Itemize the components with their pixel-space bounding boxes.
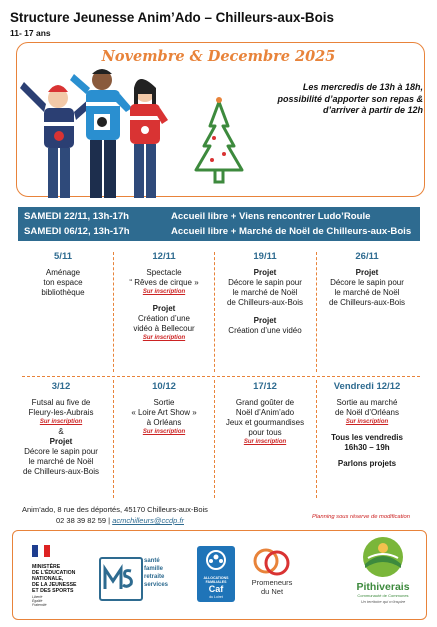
registration-link[interactable]: Sur inscription: [39, 419, 83, 425]
project-label: Projet: [152, 304, 176, 313]
cell-text: bibliothèque: [41, 288, 85, 297]
project-label: Projet: [49, 437, 73, 446]
logo-text: du Net: [260, 587, 284, 596]
cell-text: “ Rêves de cirque »: [129, 278, 199, 287]
info-line: Les mercredis de 13h à 18h,: [302, 82, 423, 92]
logo-text: NATIONALE,: [32, 576, 64, 582]
logo-text: Pithiverais: [356, 581, 410, 593]
logo-text: du Loiret: [209, 595, 223, 599]
calendar-cell-10-12: [114, 382, 214, 437]
registration-link[interactable]: Sur inscription: [345, 419, 389, 425]
cell-text: pour tous: [248, 428, 282, 437]
logo-text: Égalité: [32, 599, 43, 603]
calendar-cell-12-11: [114, 252, 214, 343]
saturday-date: SAMEDI 06/12, 13h-17h: [24, 226, 130, 237]
msa-icon: [101, 559, 137, 595]
phone-number[interactable]: 02 38 39 82 59: [56, 516, 107, 525]
logo-text: ALLOCATIONS: [203, 576, 229, 580]
cell-date: 19/11: [253, 251, 277, 262]
cell-text: de Chilleurs-aux-Bois: [226, 298, 304, 307]
logo-text: Caf: [208, 584, 224, 594]
caf-family-icon: [203, 549, 229, 571]
cell-date: 12/11: [152, 251, 176, 262]
cell-text: Création d’une vidéo: [228, 326, 302, 335]
cell-text: &: [58, 427, 64, 436]
cell-text: vidéo à Bellecour: [133, 324, 195, 333]
saturday-desc: Accueil libre + Viens rencontrer Ludo’Roule: [171, 211, 371, 222]
saturday-desc: Accueil libre + Marché de Noël de Chilleurs-aux-Bois: [171, 226, 412, 237]
calendar-cell-26-11: [317, 252, 417, 308]
msa-logo: [99, 557, 143, 601]
friday-topic: Parlons projets: [337, 459, 397, 468]
cell-text: Sortie: [153, 398, 175, 407]
cell-text: Spectacle: [146, 268, 182, 277]
calendar-cell-friday-12-12: [317, 382, 417, 469]
cell-text: Noël d’Anim’ado: [235, 408, 295, 417]
logo-text: Fraternité: [32, 603, 47, 607]
cell-text: de Chilleurs-aux-Bois: [328, 298, 406, 307]
logo-text: DE LA JEUNESSE: [32, 582, 77, 588]
logo-text: MINISTÈRE: [32, 564, 61, 570]
wednesday-info: [233, 82, 423, 117]
cell-date: 5/11: [54, 251, 72, 262]
calendar-cell-19-11: [215, 252, 315, 336]
friday-note: Tous les vendredis: [331, 433, 403, 442]
page-title: Structure Jeunesse Anim’Ado – Chilleurs-aux-Bois: [10, 10, 334, 25]
separator: |: [108, 516, 111, 525]
info-line: possibilité d’apporter son repas &: [277, 93, 423, 104]
cell-date: Vendredi 12/12: [333, 381, 401, 392]
cell-date: 3/12: [51, 381, 71, 392]
cell-date: 17/12: [253, 381, 277, 392]
logo-text: Communauté de Communes: [357, 593, 409, 598]
project-label: Projet: [253, 316, 277, 325]
logo-text: santé: [144, 558, 160, 564]
address: Anim’ado, 8 rue des déportés, 45170 Chilleurs-aux-Bois: [22, 505, 208, 514]
month-title: Novembre & Decembre 2025: [101, 48, 336, 65]
promeneurs-du-net-icon: [250, 547, 294, 577]
friday-hours: 16h30 – 19h: [344, 443, 390, 452]
pithiverais-icon: [360, 534, 406, 580]
pithiverais-text: [338, 582, 428, 606]
cell-text: Fleury-les-Aubrais: [28, 408, 94, 417]
cell-text: à Orléans: [146, 418, 182, 427]
saturday-date: SAMEDI 22/11, 13h-17h: [24, 211, 130, 222]
cell-text: ton espace: [43, 278, 83, 287]
caf-logo: [197, 546, 235, 602]
cell-text: le marché de Noël: [334, 288, 400, 297]
cell-text: le marché de Noël: [28, 457, 94, 466]
project-label: Projet: [355, 268, 379, 277]
logo-text: services: [144, 582, 169, 588]
cell-text: de Chilleurs-aux-Bois: [22, 467, 100, 476]
logo-text: ET DES SPORTS: [32, 588, 74, 594]
contact-line: [56, 516, 184, 525]
cell-text: Aménage: [45, 268, 81, 277]
cell-text: Grand goûter de: [235, 398, 295, 407]
calendar-cell-5-11: [13, 252, 113, 298]
age-range: 11- 17 ans: [10, 28, 51, 38]
logo-text: famille: [144, 566, 164, 572]
registration-link[interactable]: Sur inscription: [243, 439, 287, 445]
row-divider: [22, 376, 420, 377]
calendar-cell-3-12: [11, 382, 111, 477]
cell-text: le marché de Noël: [232, 288, 298, 297]
logo-text: retraite: [144, 574, 165, 580]
cell-date: 10/12: [152, 381, 176, 392]
email-link[interactable]: acmchilleurs@ccdp.fr: [112, 516, 184, 525]
cell-text: Décore le sapin pour: [24, 447, 98, 456]
info-line: d’arriver à partir de 12h: [322, 105, 423, 115]
saturday-band: [18, 207, 420, 241]
cell-text: de Noël d’Orléans: [334, 408, 400, 417]
registration-link[interactable]: Sur inscription: [142, 289, 186, 295]
cell-text: Décore le sapin pour: [228, 278, 302, 287]
cell-text: Sortie au marché: [336, 398, 398, 407]
logo-text: Promeneurs: [251, 578, 293, 587]
cell-date: 26/11: [355, 251, 379, 262]
cell-text: Création d’une: [137, 314, 191, 323]
registration-link[interactable]: Sur inscription: [142, 429, 186, 435]
planning-note: Planning sous réserve de modification: [312, 514, 410, 520]
logo-text: Un territoire qui m’inspire: [360, 599, 406, 604]
project-label: Projet: [253, 268, 277, 277]
logo-text: Liberté: [32, 595, 43, 599]
logo-text: DE L’ÉDUCATION: [32, 570, 76, 576]
cell-text: « Loire Art Show »: [131, 408, 197, 417]
calendar-cell-17-12: [215, 382, 315, 447]
msa-text: [144, 557, 168, 589]
cell-text: Décore le sapin pour: [330, 278, 404, 287]
promeneurs-du-net-text: [242, 578, 302, 596]
french-flag-icon: [32, 545, 50, 557]
logo-text: FAMILIALES: [205, 580, 227, 584]
cell-text: Jeux et gourmandises: [225, 418, 305, 427]
registration-link[interactable]: Sur inscription: [142, 335, 186, 341]
ministere-logo: [32, 544, 94, 607]
teens-illustration: [10, 58, 170, 204]
cell-text: Futsal au five de: [31, 398, 91, 407]
